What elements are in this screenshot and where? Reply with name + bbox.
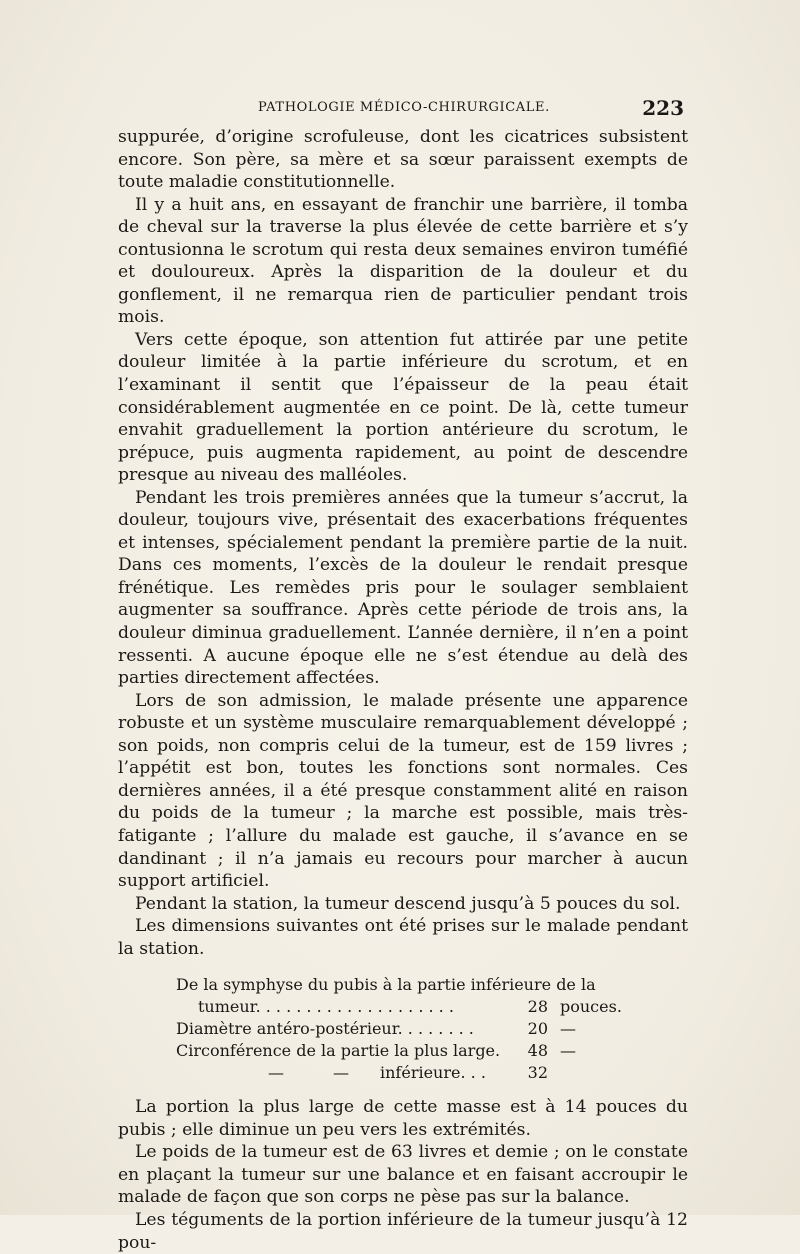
paragraph: Il y a huit ans, en essayant de franchir une barrière, il tomba de cheval sur la traverse la plus élevée de cette barrière et s’y contusionna le scrotum qui resta deux semaines environ tuméfié et douloureux. Après la disparition de la douleur et du gonflement, il ne remarqua rien de particulier pendant trois mois. xyxy=(118,194,688,328)
dimension-value: 32 xyxy=(527,1063,548,1083)
paragraph: Le poids de la tumeur est de 63 livres et demie ; on le constate en plaçant la tumeur sur une balance et en faisant accroupir le malade de façon que son corps ne pèse pas sur la balance. xyxy=(118,1142,688,1208)
dimension-row xyxy=(118,1062,688,1084)
dimension-value: 28 xyxy=(527,997,548,1017)
dimension-row xyxy=(118,1040,688,1062)
dimension-row xyxy=(118,974,688,996)
dimension-label: tumeur. . . . . . . . . . . . . . . . . . . . xyxy=(198,997,454,1017)
dimension-label: De la symphyse du pubis à la partie inférieure de la xyxy=(176,975,596,995)
paragraph: La portion la plus large de cette masse est à 14 pouces du pubis ; elle diminue un peu vers les extrémités. xyxy=(118,1097,688,1140)
paragraph: Pendant les trois premières années que la tumeur s’accrut, la douleur, toujours vive, présentait des exacerbations fréquentes et intenses, spécialement pendant la première partie de la nuit. Dans ces moments, l’excès de la douleur le rendait presque frénétique. Les remèdes pris pour le soulager semblaient augmenter sa souffrance. Après cette période de trois ans, la douleur diminua graduellement. L’année dernière, il n’en a point ressenti. A aucune époque elle ne s’est étendue au delà des parties directement affectées. xyxy=(118,487,688,689)
dimension-value: 20 xyxy=(527,1019,548,1039)
dimension-unit: — xyxy=(560,1019,576,1039)
paragraph: Les téguments de la portion inférieure de la tumeur jusqu’à 12 pou- xyxy=(118,1209,688,1253)
dimension-row xyxy=(118,1018,688,1040)
running-title: PATHOLOGIE MÉDICO-CHIRURGICALE. xyxy=(258,100,550,115)
dimension-unit: — xyxy=(560,1041,576,1061)
body-text xyxy=(118,126,688,1254)
dimension-label: Circonférence de la partie la plus large. xyxy=(176,1041,501,1061)
paragraph: Pendant la station, la tumeur descend jusqu’à 5 pouces du sol. xyxy=(135,893,681,914)
ditto-dash: — xyxy=(333,1063,349,1083)
dimension-value: 48 xyxy=(527,1041,548,1061)
page-number: 223 xyxy=(642,96,684,120)
paragraph: Les dimensions suivantes ont été prises sur le malade pendant la station. xyxy=(118,916,688,959)
paragraph: suppurée, d’origine scrofuleuse, dont les cicatrices subsistent encore. Son père, sa mère et sa sœur paraissent exempts de toute maladie constitutionnelle. xyxy=(118,127,688,193)
running-head xyxy=(118,96,688,120)
dimension-row xyxy=(118,996,688,1018)
paragraph: Lors de son admission, le malade présente une apparence robuste et un système musculaire remarquablement développé ; son poids, non compris celui de la tumeur, est de 159 livres ; l’appétit est bon, toutes les fonctions sont normales. Ces dernières années, il a été presque constamment alité en raison du poids de la tumeur ; la marche est possible, mais très-fatigante ; l’allure du malade est gauche, il s’avance en se dandinant ; il n’a jamais eu recours pour marcher à aucun support artificiel. xyxy=(118,690,688,892)
dimension-unit: pouces. xyxy=(560,997,622,1017)
dimension-label: inférieure. . . xyxy=(380,1063,486,1083)
dimension-label: Diamètre antéro-postérieur. . . . . . . . xyxy=(176,1019,474,1039)
paragraph: Vers cette époque, son attention fut attirée par une petite douleur limitée à la partie inférieure du scrotum, et en l’examinant il sentit que l’épaisseur de la peau était considérablement augmentée en ce point. De là, cette tumeur envahit graduellement la portion antérieure du scrotum, le prépuce, puis augmenta rapidement, au point de descendre presque au niveau des malléoles. xyxy=(118,329,688,486)
ditto-dash: — xyxy=(268,1063,284,1083)
dimensions-table xyxy=(118,974,688,1084)
